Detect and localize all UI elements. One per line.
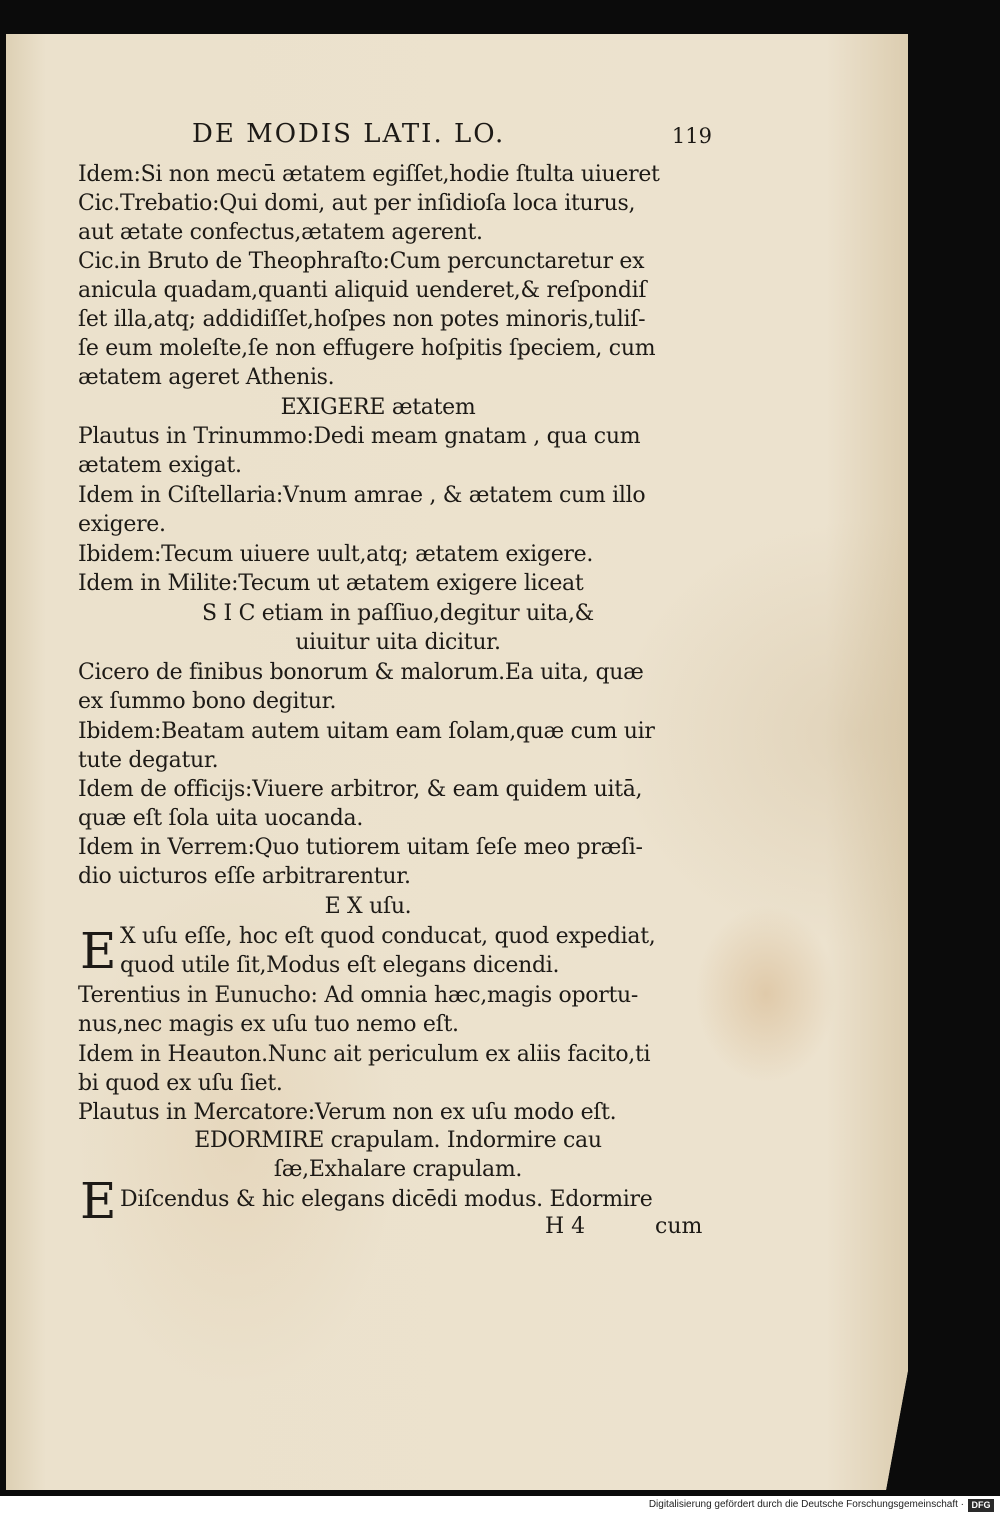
dfg-logo-icon: DFG bbox=[968, 1499, 994, 1512]
text-line: ſe eum moleſte,ſe non effugere hoſpitis ſpeciem, cum bbox=[78, 336, 656, 361]
page-header bbox=[192, 119, 712, 159]
text-line: Idem in Heauton.Nunc ait periculum ex aliis facito,ti bbox=[78, 1042, 651, 1067]
text-line: ætatem ageret Athenis. bbox=[78, 365, 335, 390]
text-line: Cic.in Bruto de Theophraſto:Cum percunctaretur ex bbox=[78, 249, 645, 274]
text-line: aut ætate confectus,ætatem agerent. bbox=[78, 220, 483, 245]
text-line: Cicero de finibus bonorum & malorum.Ea uita, quæ bbox=[78, 660, 644, 685]
section-heading: S I C etiam in paſſiuo,degitur uita,& bbox=[202, 601, 594, 626]
drop-capital: E bbox=[80, 922, 117, 980]
drop-capital: E bbox=[80, 1172, 117, 1230]
text-line: Terentius in Eunucho: Ad omnia hæc,magis oportu- bbox=[78, 983, 638, 1008]
running-title: DE MODIS LATI. LO. bbox=[192, 119, 506, 149]
text-line: ætatem exigat. bbox=[78, 453, 242, 478]
text-line: Idem:Si non mecū ætatem egiſſet,hodie ſtulta uiueret bbox=[78, 162, 660, 187]
text-line: Idem in Ciſtellaria:Vnum amrae , & ætatem cum illo bbox=[78, 483, 646, 508]
text-line: Ibidem:Beatam autem uitam eam ſolam,quæ cum uir bbox=[78, 719, 655, 744]
text-line: ex ſummo bono degitur. bbox=[78, 689, 337, 714]
text-line: quæ eſt ſola uita uocanda. bbox=[78, 806, 364, 831]
text-line: Cic.Trebatio:Qui domi, aut per inſidioſa loca iturus, bbox=[78, 191, 636, 216]
text-line: Idem in Milite:Tecum ut ætatem exigere liceat bbox=[78, 571, 584, 596]
text-line: Ibidem:Tecum uiuere uult,atq; ætatem exigere. bbox=[78, 542, 594, 567]
page-number: 119 bbox=[671, 124, 712, 148]
section-heading: EDORMIRE crapulam. Indormire cau bbox=[194, 1128, 602, 1153]
text-line: Plautus in Trinummo:Dedi meam gnatam , qua cum bbox=[78, 424, 641, 449]
text-line: X uſu eſſe, hoc eſt quod conducat, quod expediat, bbox=[120, 924, 656, 949]
section-heading: ſæ,Exhalare crapulam. bbox=[273, 1157, 523, 1182]
text-line: bi quod ex uſu ſiet. bbox=[78, 1071, 283, 1096]
signature-mark: H 4 bbox=[545, 1214, 586, 1239]
text-line: quod utile ſit,Modus eſt elegans dicendi. bbox=[120, 953, 560, 978]
text-line: ſet illa,atq; addidiſſet,hoſpes non potes minoris,tuliſ- bbox=[78, 307, 646, 332]
text-line: nus,nec magis ex uſu tuo nemo eſt. bbox=[78, 1012, 459, 1037]
catchword: cum bbox=[655, 1214, 703, 1239]
text-line: exigere. bbox=[78, 512, 166, 537]
text-line: tute degatur. bbox=[78, 748, 219, 773]
text-line: anicula quadam,quanti aliquid uenderet,& reſpondiſ bbox=[78, 278, 647, 303]
section-heading: uiuitur uita dicitur. bbox=[295, 630, 501, 655]
section-heading: E X uſu. bbox=[324, 894, 412, 919]
section-heading: EXIGERE ætatem bbox=[280, 395, 476, 420]
text-line: Diſcendus & hic elegans dicēdi modus. Edormire bbox=[120, 1187, 653, 1212]
text-line: dio uicturos eſſe arbitrarentur. bbox=[78, 864, 411, 889]
text-line: Idem in Verrem:Quo tutiorem uitam ſeſe meo præſi- bbox=[78, 835, 643, 860]
text-line: Idem de officijs:Viuere arbitror, & eam quidem uitā, bbox=[78, 777, 643, 802]
text-line: Plautus in Mercatore:Verum non ex uſu modo eſt. bbox=[78, 1100, 617, 1125]
funding-credit: Digitalisierung gefördert durch die Deutsche Forschungsgemeinschaft · bbox=[648, 1499, 964, 1510]
footer-bar bbox=[0, 1496, 1000, 1516]
